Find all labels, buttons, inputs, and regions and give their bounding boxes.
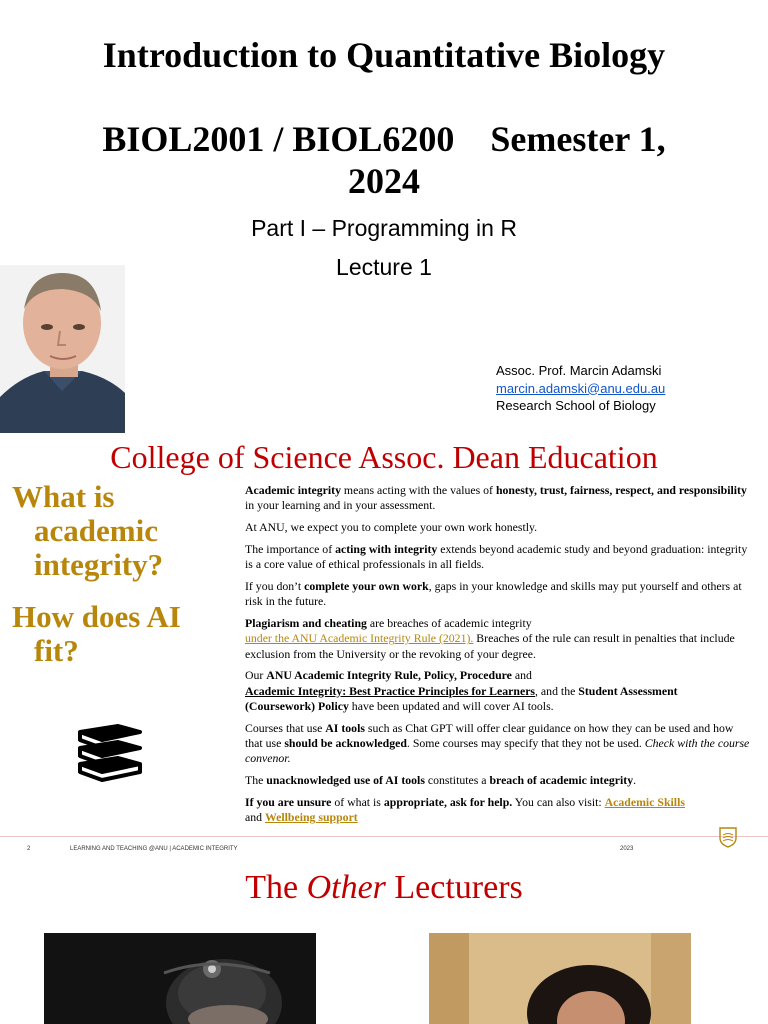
academic-skills-link[interactable]: Academic Skills (604, 795, 685, 810)
question-ai-fit (12, 600, 181, 668)
lecture-subtitle: Lecture 1 (336, 254, 432, 280)
course-title (60, 118, 708, 202)
paragraph-own-work: If you don’t complete your own work, gaps in your knowledge and skills may put yourself and others at risk in the future. (245, 578, 742, 609)
footer-label: LEARNING AND TEACHING @ANU | ACADEMIC INTEGRITY (70, 846, 238, 852)
paragraph-breach: The unacknowledged use of AI tools constitutes a breach of academic integrity. (245, 773, 637, 788)
lecturer-photo-left (44, 933, 316, 1024)
slide-title: Introduction to Quantitative Biology (102, 35, 666, 75)
integrity-rule-link[interactable]: under the ANU Academic Integrity Rule (2021). (245, 631, 474, 646)
paragraph-plagiarism: Plagiarism and cheating are breaches of academic integrity under the ANU Academic Integrity Rule (2021). Breaches of the rule can result in penalties that include exclusion from the University or the revoking of your degree. (245, 616, 735, 661)
course-line-2: 2024 (348, 161, 420, 201)
paragraph-ai-tools: Courses that use AI tools such as Chat GPT will offer clear guidance on how they can be used and how that use should be acknowledged. Some courses may specify that they not be used. Check with the course convenor. (245, 720, 750, 766)
slide-divider (0, 836, 768, 837)
footer-page-number: 2 (27, 846, 31, 852)
books-stack-icon (74, 716, 146, 787)
wellbeing-support-link[interactable]: Wellbeing support (264, 810, 358, 825)
question-line: What is (12, 479, 115, 514)
question-line: fit? (34, 633, 79, 668)
paragraph-expectation: At ANU, we expect you to complete your own work honestly. (245, 520, 538, 535)
lecturer-photo (0, 265, 125, 433)
lecturer-contact (496, 362, 665, 415)
paragraph-importance: The importance of acting with integrity extends beyond academic study and beyond graduation: integrity is a core value of ethical professionals in all fields. (245, 541, 748, 572)
paragraph-policy: Our ANU Academic Integrity Rule, Policy, Procedure and Academic Integrity: Best Practice Principles for Learners, and the Student Assessment (Coursework) Policy have been updated and will cover AI tools. (245, 668, 678, 714)
best-practice-link[interactable]: Academic Integrity: Best Practice Principles for Learners (245, 683, 536, 698)
anu-crest-icon (718, 826, 738, 853)
course-line-1: BIOL2001 / BIOL6200 Semester 1, (102, 119, 666, 159)
other-lecturers-title: The Other Lecturers (245, 869, 523, 906)
footer-year: 2023 (620, 846, 634, 852)
lecturer-school: Research School of Biology (496, 398, 656, 413)
paragraph-help: If you are unsure of what is appropriate, ask for help. You can also visit: Academic Skills and Wellbeing support (245, 795, 685, 825)
part-subtitle: Part I – Programming in R (251, 215, 517, 241)
lecturer-photo-right (429, 933, 691, 1024)
question-line: integrity? (34, 547, 164, 582)
academic-integrity-text (245, 483, 750, 832)
question-academic-integrity (12, 480, 163, 582)
question-line: academic (34, 513, 158, 548)
section-title: College of Science Assoc. Dean Education (110, 439, 658, 475)
lecturer-name: Assoc. Prof. Marcin Adamski (496, 363, 662, 378)
question-line: How does AI (12, 599, 181, 634)
paragraph-definition: Academic integrity means acting with the values of honesty, trust, fairness, respect, and responsibility in your learning and in your assessment. (245, 483, 747, 513)
lecturer-email-link[interactable]: marcin.adamski@anu.edu.au (496, 380, 666, 396)
